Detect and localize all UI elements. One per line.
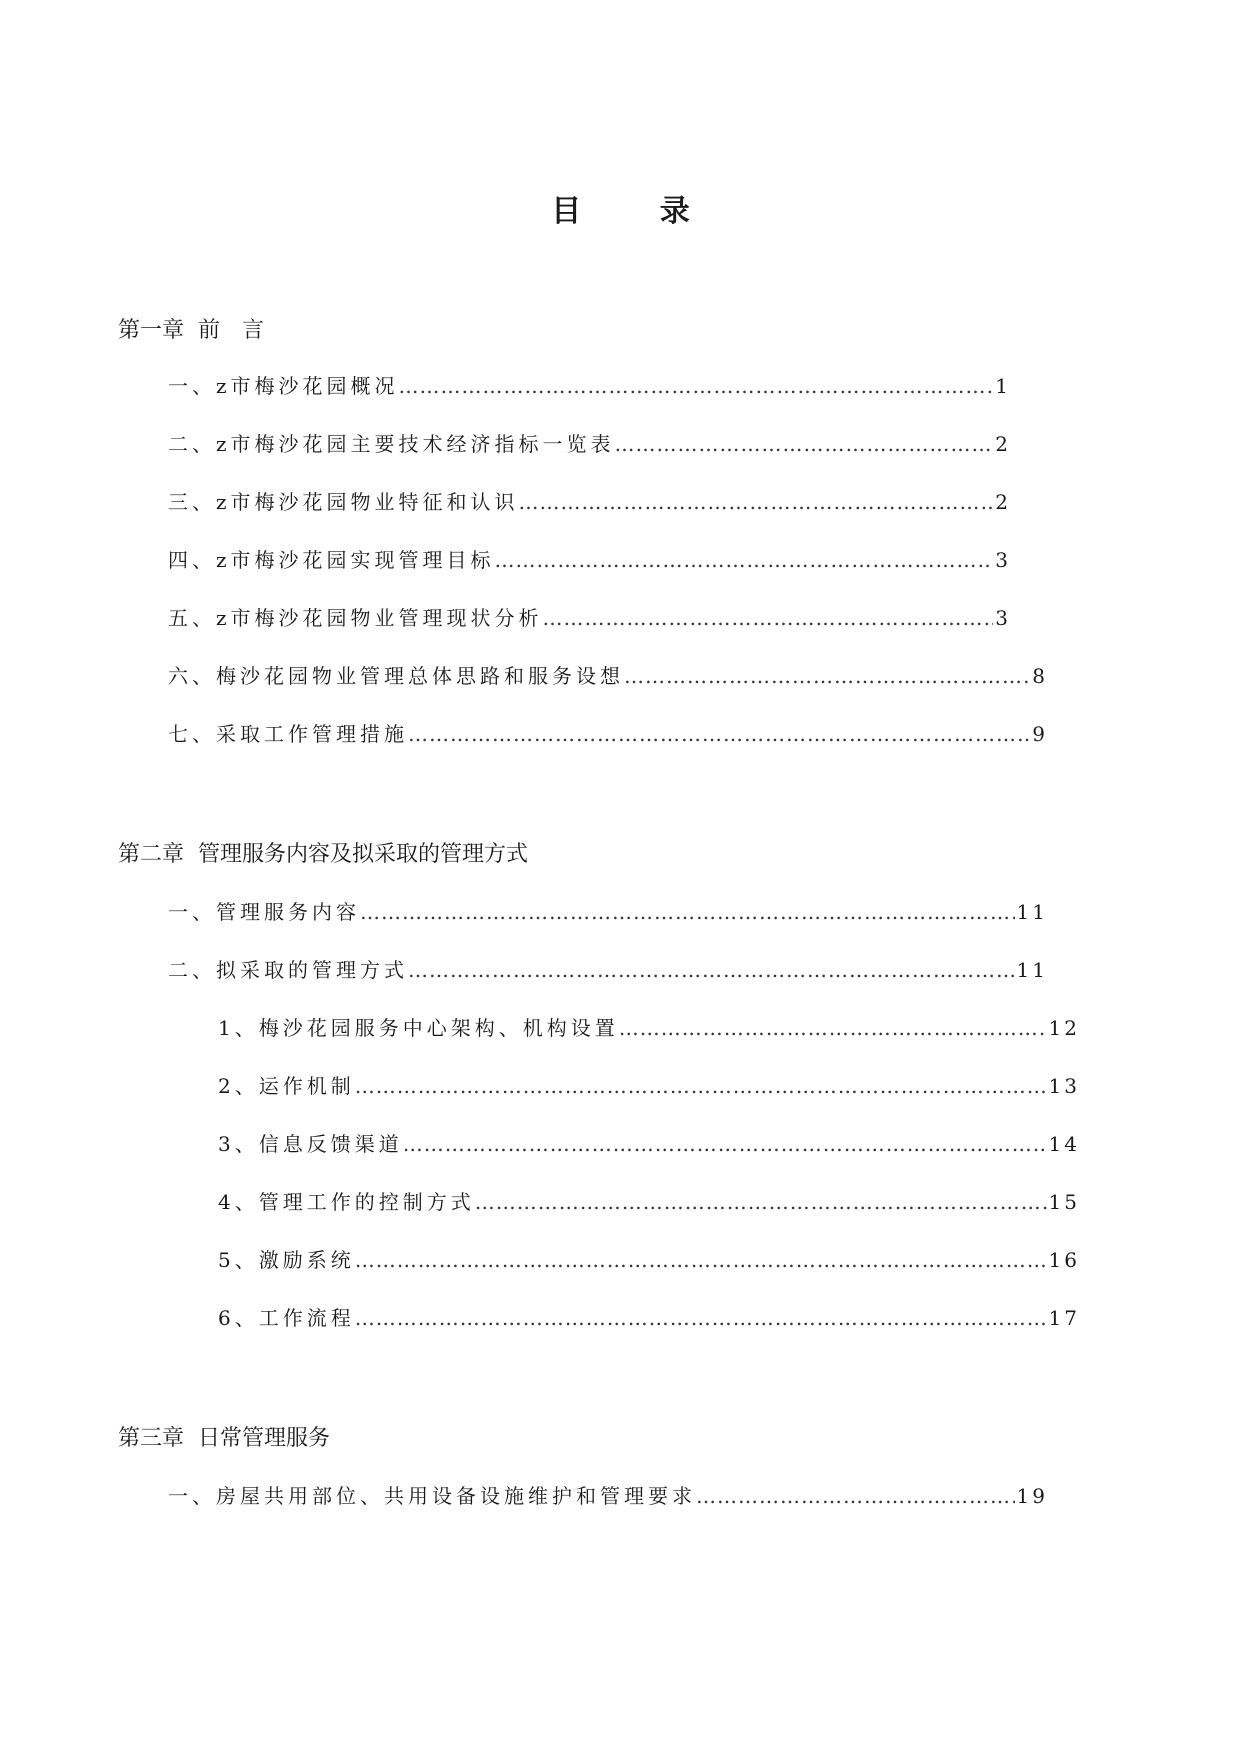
toc-subentry[interactable]	[218, 1071, 1080, 1101]
dot-leader	[355, 1071, 1047, 1101]
toc-entry-page: 19	[1016, 1484, 1048, 1508]
toc-entry-page: 11	[1016, 958, 1048, 982]
toc-entry[interactable]	[168, 661, 1048, 691]
toc-entry-text: 5、激励系统	[218, 1248, 355, 1272]
toc-entry[interactable]	[168, 545, 1011, 575]
toc-entry-page: 15	[1048, 1190, 1080, 1214]
toc-entry[interactable]	[168, 603, 1011, 633]
toc-entry[interactable]	[168, 897, 1048, 927]
toc-entry[interactable]	[168, 487, 1011, 517]
toc-entry-page: 16	[1048, 1248, 1080, 1272]
toc-entry-text: 一、z市梅沙花园概况	[168, 374, 399, 398]
toc-entry[interactable]	[168, 719, 1048, 749]
dot-leader	[624, 661, 1030, 691]
toc-entry-page: 11	[1016, 900, 1048, 924]
toc-subentry[interactable]	[218, 1245, 1080, 1275]
toc-entry-text: 二、z市梅沙花园主要技术经济指标一览表	[168, 432, 615, 456]
toc-entry-text: 三、z市梅沙花园物业特征和认识	[168, 490, 519, 514]
dot-leader	[696, 1481, 1015, 1511]
toc-entry-page: 2	[995, 432, 1011, 456]
dot-leader	[495, 545, 994, 575]
dot-leader	[399, 371, 994, 401]
toc-entry-page: 13	[1048, 1074, 1080, 1098]
toc-entry-page: 12	[1048, 1016, 1080, 1040]
toc-entry-text: 一、管理服务内容	[168, 900, 360, 924]
dot-leader	[475, 1187, 1047, 1217]
toc-subentry[interactable]	[218, 1303, 1080, 1333]
dot-leader	[408, 719, 1030, 749]
dot-leader	[619, 1013, 1047, 1043]
dot-leader	[543, 603, 994, 633]
toc-entry-text: 2、运作机制	[218, 1074, 355, 1098]
dot-leader	[519, 487, 994, 517]
chapter-heading-2[interactable]	[118, 840, 528, 870]
toc-entry-text: 6、工作流程	[218, 1306, 355, 1330]
toc-entry[interactable]	[168, 955, 1048, 985]
toc-entry-text: 一、房屋共用部位、共用设备设施维护和管理要求	[168, 1484, 696, 1508]
chapter-heading-3[interactable]	[118, 1424, 330, 1454]
toc-entry-page: 3	[995, 606, 1011, 630]
toc-subentry[interactable]	[218, 1013, 1080, 1043]
toc-entry[interactable]	[168, 429, 1011, 459]
toc-entry[interactable]	[168, 371, 1011, 401]
toc-entry[interactable]	[168, 1481, 1048, 1511]
toc-entry-page: 8	[1032, 664, 1048, 688]
toc-subentry[interactable]	[218, 1129, 1080, 1159]
chapter-label: 第一章	[118, 318, 185, 343]
dot-leader	[403, 1129, 1047, 1159]
toc-entry-text: 3、信息反馈渠道	[218, 1132, 403, 1156]
chapter-label: 第二章	[118, 842, 185, 867]
dot-leader	[615, 429, 994, 459]
toc-entry-page: 14	[1048, 1132, 1080, 1156]
toc-entry-text: 二、拟采取的管理方式	[168, 958, 408, 982]
toc-entry-page: 1	[995, 374, 1011, 398]
dot-leader	[355, 1303, 1047, 1333]
chapter-name: 管理服务内容及拟采取的管理方式	[198, 842, 529, 867]
dot-leader	[355, 1245, 1047, 1275]
chapter-heading-1[interactable]	[118, 316, 264, 346]
toc-entry-page: 3	[995, 548, 1011, 572]
chapter-label: 第三章	[118, 1426, 185, 1451]
page-title: 目 录	[551, 194, 724, 229]
chapter-name: 前 言	[198, 318, 265, 343]
chapter-name: 日常管理服务	[198, 1426, 331, 1451]
toc-entry-page: 9	[1032, 722, 1048, 746]
toc-entry-text: 1、梅沙花园服务中心架构、机构设置	[218, 1016, 619, 1040]
toc-entry-text: 七、采取工作管理措施	[168, 722, 408, 746]
toc-entry-text: 4、管理工作的控制方式	[218, 1190, 475, 1214]
dot-leader	[360, 897, 1015, 927]
toc-entry-text: 六、梅沙花园物业管理总体思路和服务设想	[168, 664, 624, 688]
toc-entry-page: 17	[1048, 1306, 1080, 1330]
toc-entry-text: 五、z市梅沙花园物业管理现状分析	[168, 606, 543, 630]
toc-entry-page: 2	[995, 490, 1011, 514]
dot-leader	[408, 955, 1015, 985]
toc-subentry[interactable]	[218, 1187, 1080, 1217]
toc-entry-text: 四、z市梅沙花园实现管理目标	[168, 548, 495, 572]
